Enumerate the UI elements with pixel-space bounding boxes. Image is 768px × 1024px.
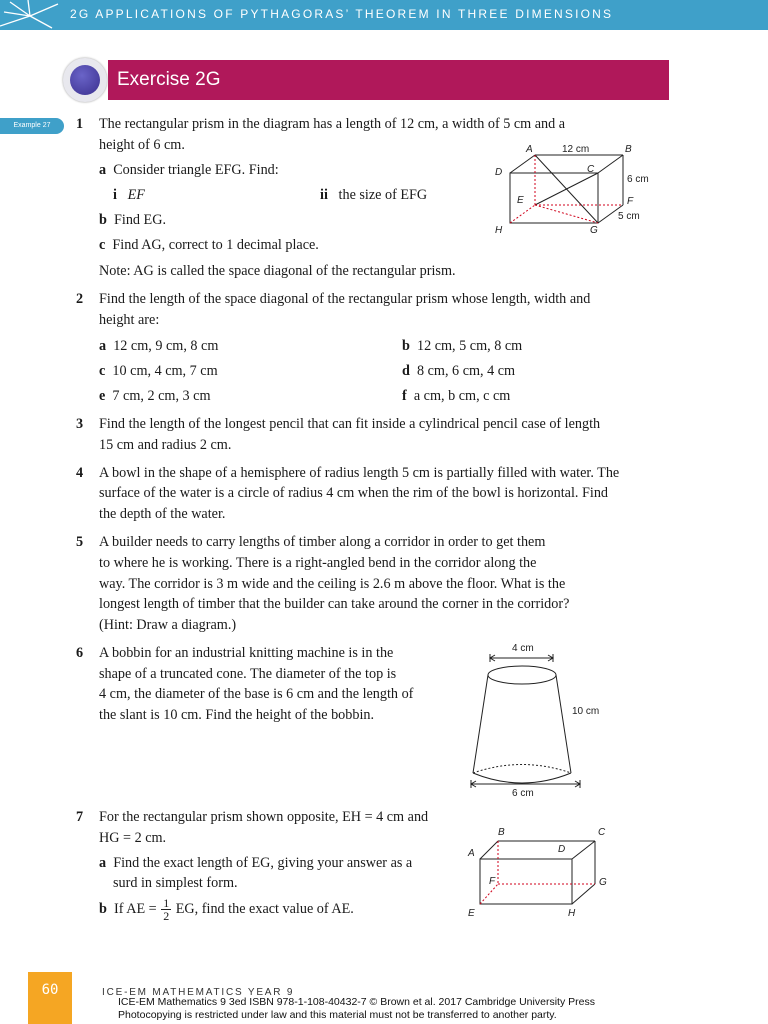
- q2-part-f: f a cm, b cm, c cm: [402, 388, 511, 404]
- question-number: 6: [76, 645, 84, 661]
- vertex-label-A: A: [526, 144, 533, 155]
- vertex-label-A: A: [468, 848, 475, 859]
- q7-part-b: b If AE = $\frac{1}{2}$ EG, find the exact value of AE.: [99, 896, 354, 923]
- q2-part-b: b 12 cm, 5 cm, 8 cm: [402, 338, 523, 354]
- vertex-label-C: C: [587, 164, 595, 175]
- vertex-label-D: D: [495, 167, 503, 178]
- q6-line1: A bobbin for an industrial knitting machine is in the: [99, 645, 394, 661]
- q7-part-a-line1: a Find the exact length of EG, giving your answer as a: [99, 855, 413, 871]
- q1-stem-line1: The rectangular prism in the diagram has a length of 12 cm, a width of 5 cm and a: [99, 116, 566, 132]
- vertex-label-B: B: [625, 144, 632, 155]
- page-number-tab: [28, 972, 72, 1024]
- exercise-disc-icon: [63, 58, 107, 102]
- q7-part-a-line2: surd in simplest form.: [113, 875, 238, 891]
- exercise-banner: [108, 60, 669, 100]
- slant-label: 10 cm: [572, 706, 600, 717]
- question-number: 1: [76, 116, 84, 132]
- vertex-label-F: F: [489, 876, 496, 887]
- q2-part-e: e 7 cm, 2 cm, 3 cm: [99, 388, 211, 404]
- one-half-fraction: $\frac{1}{2}$: [163, 896, 170, 923]
- q4-line3: the depth of the water.: [99, 506, 226, 522]
- q3-line2: 15 cm and radius 2 cm.: [99, 437, 232, 453]
- prism-diagram-q1: [490, 140, 660, 240]
- vertex-label-H: H: [568, 908, 576, 919]
- height-label: 6 cm: [627, 174, 649, 185]
- q1-part-a: a Consider triangle EFG. Find:: [99, 162, 279, 178]
- q2-stem-line1: Find the length of the space diagonal of the rectangular prism whose length, width and: [99, 291, 591, 307]
- q6-line4: the slant is 10 cm. Find the height of the bobbin.: [99, 707, 375, 723]
- q2-part-c: c 10 cm, 4 cm, 7 cm: [99, 363, 218, 379]
- page-number: 60: [41, 982, 59, 998]
- question-number: 7: [76, 809, 84, 825]
- width-label: 5 cm: [618, 211, 640, 222]
- vertex-label-E: E: [468, 908, 475, 919]
- vertex-label-E: E: [517, 195, 524, 206]
- q6-line2: shape of a truncated cone. The diameter of the top is: [99, 666, 397, 682]
- q1-part-aii: ii the size of EFG: [320, 187, 428, 203]
- base-diameter-label: 6 cm: [512, 788, 534, 799]
- q5-line4: longest length of timber that the builder can take around the corner in the corridor?: [99, 596, 570, 612]
- q1-part-ai: i EF: [113, 187, 145, 203]
- q3-line1: Find the length of the longest pencil that can fit inside a cylindrical pencil case of length: [99, 416, 601, 432]
- photocopy-notice: Photocopying is restricted under law and this material must not be transferred to another party.: [118, 1009, 557, 1021]
- exercise-title: Exercise 2G: [117, 69, 221, 90]
- question-number: 5: [76, 534, 84, 550]
- vertex-label-G: G: [590, 225, 598, 236]
- q6-line3: 4 cm, the diameter of the base is 6 cm and the length of: [99, 686, 414, 702]
- q5-line5: (Hint: Draw a diagram.): [99, 617, 237, 633]
- q2-stem-line2: height are:: [99, 312, 160, 328]
- example-reference-tab[interactable]: Example 27: [0, 118, 64, 134]
- truncated-cone-diagram: [465, 638, 615, 803]
- q7-line1: For the rectangular prism shown opposite, EH = 4 cm and: [99, 809, 429, 825]
- q5-line2: to where he is working. There is a right-angled bend in the corridor along the: [99, 555, 537, 571]
- prism-diagram-q7: [463, 822, 623, 922]
- q5-line1: A builder needs to carry lengths of timber along a corridor in order to get them: [99, 534, 546, 550]
- vertex-label-D: D: [558, 844, 566, 855]
- q1-part-c: c Find AG, correct to 1 decimal place.: [99, 237, 319, 253]
- q4-line1: A bowl in the shape of a hemisphere of radius length 5 cm is partially filled with water. The: [99, 465, 620, 481]
- vertex-label-B: B: [498, 827, 505, 838]
- vertex-label-C: C: [598, 827, 606, 838]
- question-number: 3: [76, 416, 84, 432]
- q1-part-b: b Find EG.: [99, 212, 167, 228]
- q7-line2: HG = 2 cm.: [99, 830, 167, 846]
- vertex-label-H: H: [495, 225, 503, 236]
- q2-part-d: d 8 cm, 6 cm, 4 cm: [402, 363, 516, 379]
- chapter-header-bar: [0, 0, 768, 30]
- q1-note: Note: AG is called the space diagonal of the rectangular prism.: [99, 263, 456, 279]
- q2-part-a: a 12 cm, 9 cm, 8 cm: [99, 338, 219, 354]
- q4-line2: surface of the water is a circle of radius 4 cm when the rim of the bowl is horizontal. Find: [99, 485, 609, 501]
- book-title: ICE-EM MATHEMATICS YEAR 9: [102, 987, 295, 998]
- question-number: 4: [76, 465, 84, 481]
- length-label: 12 cm: [562, 144, 590, 155]
- starburst-logo-icon: [0, 0, 60, 30]
- vertex-label-G: G: [599, 877, 607, 888]
- chapter-title: 2G APPLICATIONS OF PYTHAGORAS’ THEOREM IN THREE DIMENSIONS: [70, 7, 614, 21]
- question-number: 2: [76, 291, 84, 307]
- q5-line3: way. The corridor is 3 m wide and the ceiling is 2.6 m above the floor. What is the: [99, 576, 566, 592]
- copyright-line: ICE-EM Mathematics 9 3ed ISBN 978-1-108-40432-7 © Brown et al. 2017 Cambridge University Press: [118, 996, 595, 1008]
- vertex-label-F: F: [627, 196, 634, 207]
- q1-stem-line2: height of 6 cm.: [99, 137, 185, 153]
- top-diameter-label: 4 cm: [512, 643, 534, 654]
